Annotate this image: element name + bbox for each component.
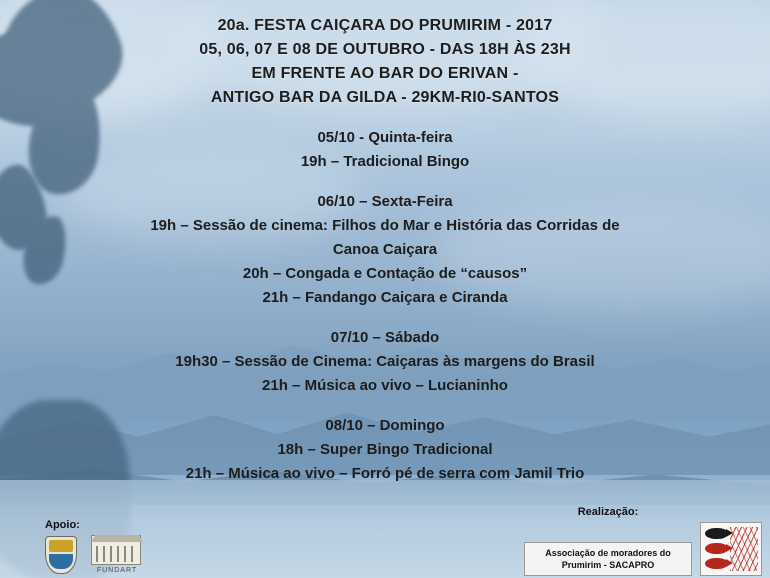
fish-icon [705,558,727,569]
net-pattern-icon [730,527,758,571]
organizer-row [524,522,762,576]
organizer-label: Realização: [577,506,639,518]
day-item: 21h – Fandango Caiçara e Ciranda [262,289,508,306]
day-item: 19h30 – Sessão de Cinema: Caiçaras às margens do Brasil [175,353,595,370]
day-item: 19h – Tradicional Bingo [300,153,470,170]
schedule-day-2 [18,326,752,398]
support-logos [45,535,143,574]
day-heading: 07/10 – Sábado [330,329,440,346]
fish-icon [705,543,727,554]
poster-header [18,14,752,110]
day-heading: 05/10 - Quinta-feira [317,129,453,146]
header-line-1: 20a. FESTA CAIÇARA DO PRUMIRIM - 2017 [217,17,553,34]
building-icon [91,535,141,565]
day-heading: 08/10 – Domingo [325,417,445,434]
fundart-logo [91,535,143,574]
schedule-day-1 [18,190,752,310]
sacapro-logo [700,522,762,576]
support-section [45,519,143,574]
organizer-section [524,506,762,576]
city-crest-icon [45,536,77,574]
day-item: Canoa Caiçara [332,241,438,258]
day-item: 18h – Super Bingo Tradicional [277,441,493,458]
day-heading: 06/10 – Sexta-Feira [317,193,453,210]
fundart-caption: FUNDART [96,567,138,574]
schedule-day-3 [18,414,752,486]
day-item: 20h – Congada e Contação de “causos” [242,265,528,282]
header-line-3: EM FRENTE AO BAR DO ERIVAN - [251,65,519,82]
day-item: 21h – Música ao vivo – Forró pé de serra com Jamil Trio [185,465,585,482]
schedule-day-0 [18,126,752,174]
header-line-4: ANTIGO BAR DA GILDA - 29KM-RI0-SANTOS [210,89,560,106]
association-box [524,542,692,576]
day-item: 19h – Sessão de cinema: Filhos do Mar e História das Corridas de [150,217,620,234]
header-line-2: 05, 06, 07 E 08 DE OUTUBRO - DAS 18H ÀS 23H [199,41,571,58]
association-line-2: Prumirim - SACAPRO [561,560,655,570]
association-line-1: Associação de moradores do [545,548,671,558]
fish-icon [705,528,727,539]
day-item: 21h – Música ao vivo – Lucianinho [262,377,508,394]
support-label: Apoio: [45,519,80,531]
